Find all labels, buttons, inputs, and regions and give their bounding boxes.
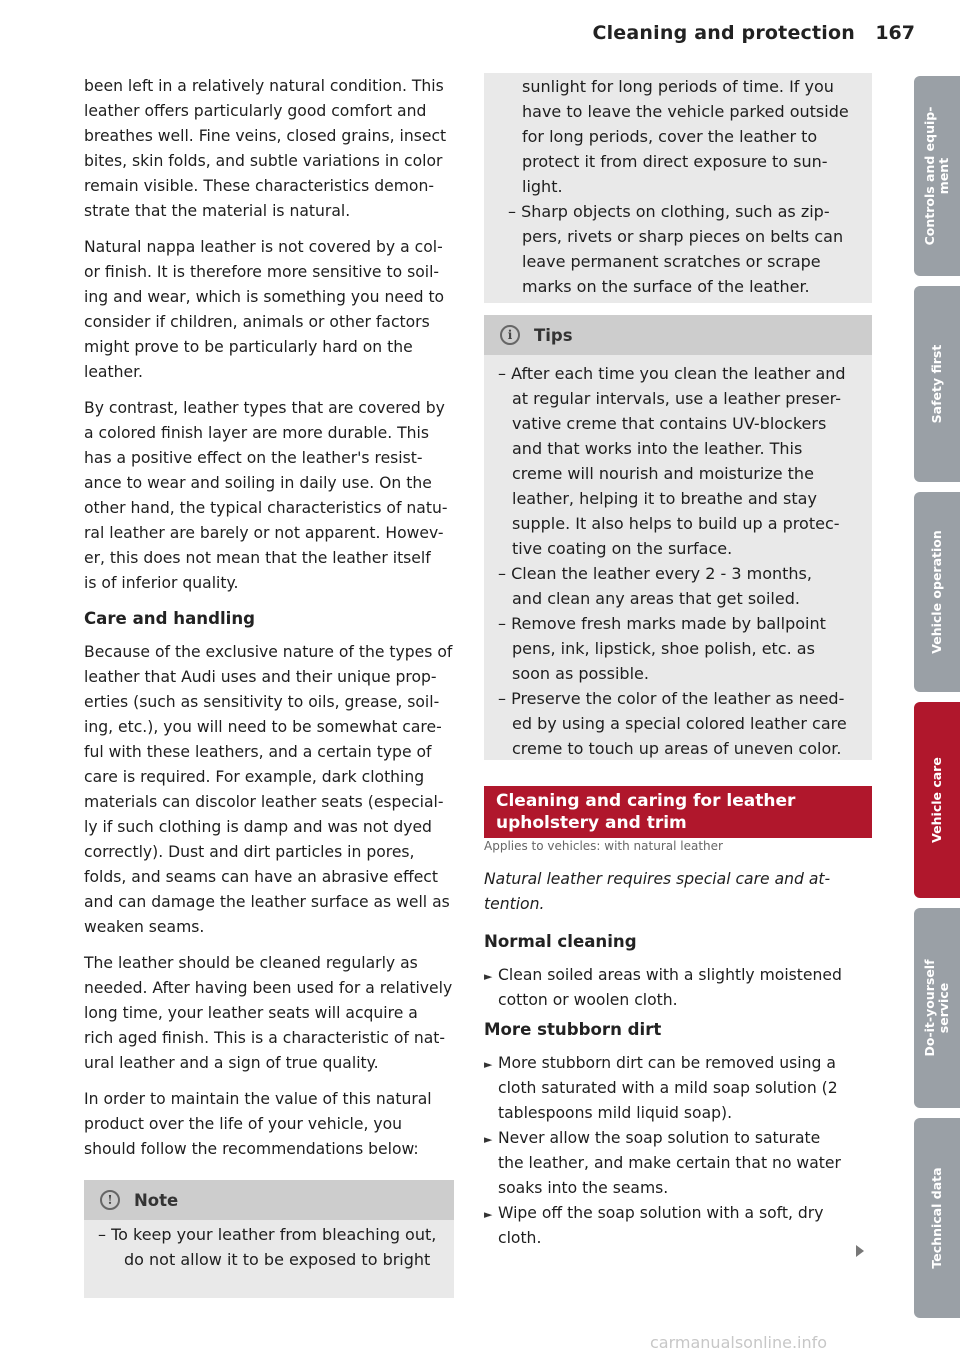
tab-vehicle-operation[interactable]: [914, 492, 960, 692]
text-line: and that works into the leather. This: [512, 439, 803, 458]
tips-label: Tips: [534, 325, 573, 345]
note-label: Note: [134, 1190, 179, 1210]
tab-controls-and-equipment[interactable]: [914, 76, 960, 276]
paragraph-maintain-value: [84, 1087, 456, 1162]
text-line: ing, etc.), you will need to be somewhat care-: [84, 718, 442, 736]
text-line: tablespoons mild liquid soap).: [498, 1104, 733, 1122]
page-header: [555, 20, 915, 50]
text-line: Never allow the soap solution to saturate: [498, 1129, 821, 1147]
left-column: [84, 74, 456, 1173]
text-line: leather offers particularly good comfort and: [84, 102, 427, 120]
text-line: strate that the material is natural.: [84, 202, 351, 220]
text-line: have to leave the vehicle parked outside: [522, 102, 849, 121]
text-line: More stubborn dirt can be removed using a: [498, 1054, 836, 1072]
text-line: By contrast, leather types that are covered by: [84, 399, 445, 417]
note-header: [84, 1180, 454, 1220]
text-line: sunlight for long periods of time. If you: [522, 77, 834, 96]
tab-technical-data[interactable]: [914, 1118, 960, 1318]
paragraph-nappa-leather: [84, 235, 456, 385]
text-line: light.: [522, 177, 563, 196]
text-line: leather, helping it to breathe and stay: [512, 489, 817, 508]
tab-label: [923, 959, 951, 1056]
continue-arrow-icon: [856, 1245, 864, 1257]
text-line: ly if such clothing is damp and was not dyed: [84, 818, 432, 836]
exclamation-icon: !: [100, 1190, 120, 1210]
text-line: soon as possible.: [512, 664, 649, 683]
text-line: tention.: [484, 895, 545, 913]
tab-label-line: Controls and equip-: [922, 106, 937, 246]
paragraph-exclusive-nature: [84, 640, 456, 940]
text-line: protect it from direct exposure to sun-: [522, 152, 828, 171]
paragraph-colored-finish: [84, 396, 456, 596]
text-line: other hand, the typical characteristics of natu-: [84, 499, 448, 517]
text-line: at regular intervals, use a leather preser-: [512, 389, 841, 408]
text-line: long time, your leather seats will acquire a: [84, 1004, 418, 1022]
text-line: needed. After having been used for a relatively: [84, 979, 453, 997]
tips-header: [484, 315, 872, 355]
step-marker-icon: ►: [484, 1208, 493, 1221]
text-line: er, this does not mean that the leather itself: [84, 549, 431, 567]
note-body: [84, 1220, 454, 1283]
text-line: do not allow it to be exposed to bright: [124, 1250, 431, 1269]
text-line: been left in a relatively natural condition. This: [84, 77, 444, 95]
tab-safety-first[interactable]: [914, 286, 960, 482]
text-line: cotton or woolen cloth.: [498, 991, 678, 1009]
tips-body: [484, 355, 872, 772]
step-item: [484, 1051, 874, 1126]
text-line: – Remove fresh marks made by ballpoint: [498, 614, 826, 633]
text-line: bites, skin folds, and subtle variations in color: [84, 152, 443, 170]
tab-label: Safety first: [929, 344, 944, 424]
text-line: ed by using a special colored leather care: [512, 714, 847, 733]
note-box: [84, 1180, 454, 1298]
text-line: vative creme that contains UV-blockers: [512, 414, 827, 433]
text-line: ance to wear and soiling in daily use. On the: [84, 474, 432, 492]
step-marker-icon: ►: [484, 970, 493, 983]
tab-do-it-yourself-service[interactable]: [914, 908, 960, 1108]
text-line: should follow the recommendations below:: [84, 1140, 419, 1158]
text-line: cloth.: [498, 1229, 542, 1247]
text-line: ral leather are barely or not apparent. Howev-: [84, 524, 444, 542]
text-line: In order to maintain the value of this natural: [84, 1090, 432, 1108]
text-line: tive coating on the surface.: [512, 539, 733, 558]
text-line: – Sharp objects on clothing, such as zip-: [508, 202, 830, 221]
tab-label: Vehicle care: [929, 757, 944, 843]
text-line: weaken seams.: [84, 918, 205, 936]
text-line: pers, rivets or sharp pieces on belts can: [522, 227, 844, 246]
text-line: ural leather and a sign of true quality.: [84, 1054, 379, 1072]
tab-label-line: ment: [936, 157, 951, 195]
intro-text: [484, 867, 874, 917]
watermark: carmanualsonline.info: [650, 1333, 828, 1352]
text-line: correctly). Dust and dirt particles in pores,: [84, 843, 415, 861]
tab-vehicle-care[interactable]: [914, 702, 960, 898]
tab-label-line: service: [936, 982, 951, 1034]
page-number: 167: [875, 22, 915, 44]
text-line: ing and wear, which is something you need to: [84, 288, 445, 306]
step-item: [484, 1126, 874, 1201]
text-line: leather that Audi uses and their unique prop-: [84, 668, 437, 686]
text-line: – Clean the leather every 2 - 3 months,: [498, 564, 812, 583]
paragraph-clean-regularly: [84, 951, 456, 1076]
normal-cleaning-heading: Normal cleaning: [484, 932, 637, 951]
text-line: supple. It also helps to build up a protec-: [512, 514, 840, 533]
paragraph-natural-condition: [84, 74, 456, 224]
section-heading-line: Cleaning and caring for leather: [496, 791, 796, 811]
text-line: – Preserve the color of the leather as need-: [498, 689, 845, 708]
section-heading-line: upholstery and trim: [496, 813, 687, 833]
text-line: Natural nappa leather is not covered by a col-: [84, 238, 443, 256]
text-line: creme will nourish and moisturize the: [512, 464, 814, 483]
applies-to-note: Applies to vehicles: with natural leather: [484, 839, 723, 853]
text-line: marks on the surface of the leather.: [522, 277, 810, 296]
text-line: for long periods, cover the leather to: [522, 127, 818, 146]
text-line: – To keep your leather from bleaching out,: [98, 1225, 437, 1244]
tab-label: Technical data: [929, 1167, 944, 1269]
cleaning-instructions: [484, 867, 874, 1251]
text-line: – After each time you clean the leather and: [498, 364, 846, 383]
text-line: Clean soiled areas with a slightly moistened: [498, 966, 842, 984]
text-line: or finish. It is therefore more sensitive to soil-: [84, 263, 440, 281]
text-line: a colored finish layer are more durable. This: [84, 424, 429, 442]
text-line: leather.: [84, 363, 144, 381]
tab-label-line: Do-it-yourself: [922, 959, 937, 1057]
text-line: rich aged finish. This is a characteristic of nat-: [84, 1029, 446, 1047]
text-line: is of inferior quality.: [84, 574, 239, 592]
chapter-title: Cleaning and protection: [592, 22, 855, 44]
text-line: folds, and seams can have an abrasive effect: [84, 868, 438, 886]
text-line: remain visible. These characteristics demon-: [84, 177, 434, 195]
text-line: cloth saturated with a mild soap solution (2: [498, 1079, 838, 1097]
text-line: Natural leather requires special care and at-: [484, 870, 831, 888]
text-line: soaks into the seams.: [498, 1179, 669, 1197]
tips-box: [484, 315, 872, 760]
text-line: leave permanent scratches or scrape: [522, 252, 821, 271]
text-line: ful with these leathers, and a certain type of: [84, 743, 432, 761]
text-line: might prove to be particularly hard on the: [84, 338, 413, 356]
tab-label: Vehicle operation: [929, 530, 944, 654]
text-line: has a positive effect on the leather's resist-: [84, 449, 423, 467]
note-continuation-box: [484, 73, 872, 303]
text-line: pens, ink, lipstick, shoe polish, etc. as: [512, 639, 815, 658]
text-line: the leather, and make certain that no water: [498, 1154, 841, 1172]
tab-label: [923, 107, 951, 246]
step-marker-icon: ►: [484, 1058, 493, 1071]
text-line: care is required. For example, dark clothing: [84, 768, 425, 786]
info-icon: i: [500, 325, 520, 345]
text-line: Wipe off the soap solution with a soft, dry: [498, 1204, 824, 1222]
step-marker-icon: ►: [484, 1133, 493, 1146]
stubborn-dirt-heading: More stubborn dirt: [484, 1020, 662, 1039]
section-heading: [484, 786, 872, 838]
text-line: erties (such as sensitivity to oils, grease, soil-: [84, 693, 440, 711]
text-line: The leather should be cleaned regularly as: [84, 954, 418, 972]
text-line: product over the life of your vehicle, you: [84, 1115, 403, 1133]
text-line: and clean any areas that get soiled.: [512, 589, 800, 608]
care-and-handling-heading: Care and handling: [84, 609, 256, 628]
text-line: creme to touch up areas of uneven color.: [512, 739, 842, 758]
step-item: [484, 1201, 874, 1251]
text-line: materials can discolor leather seats (especial-: [84, 793, 444, 811]
text-line: breathes well. Fine veins, closed grains, insect: [84, 127, 447, 145]
step-item: [484, 963, 874, 1013]
text-line: Because of the exclusive nature of the types of: [84, 643, 453, 661]
text-line: and can damage the leather surface as well as: [84, 893, 450, 911]
text-line: consider if children, animals or other factors: [84, 313, 430, 331]
